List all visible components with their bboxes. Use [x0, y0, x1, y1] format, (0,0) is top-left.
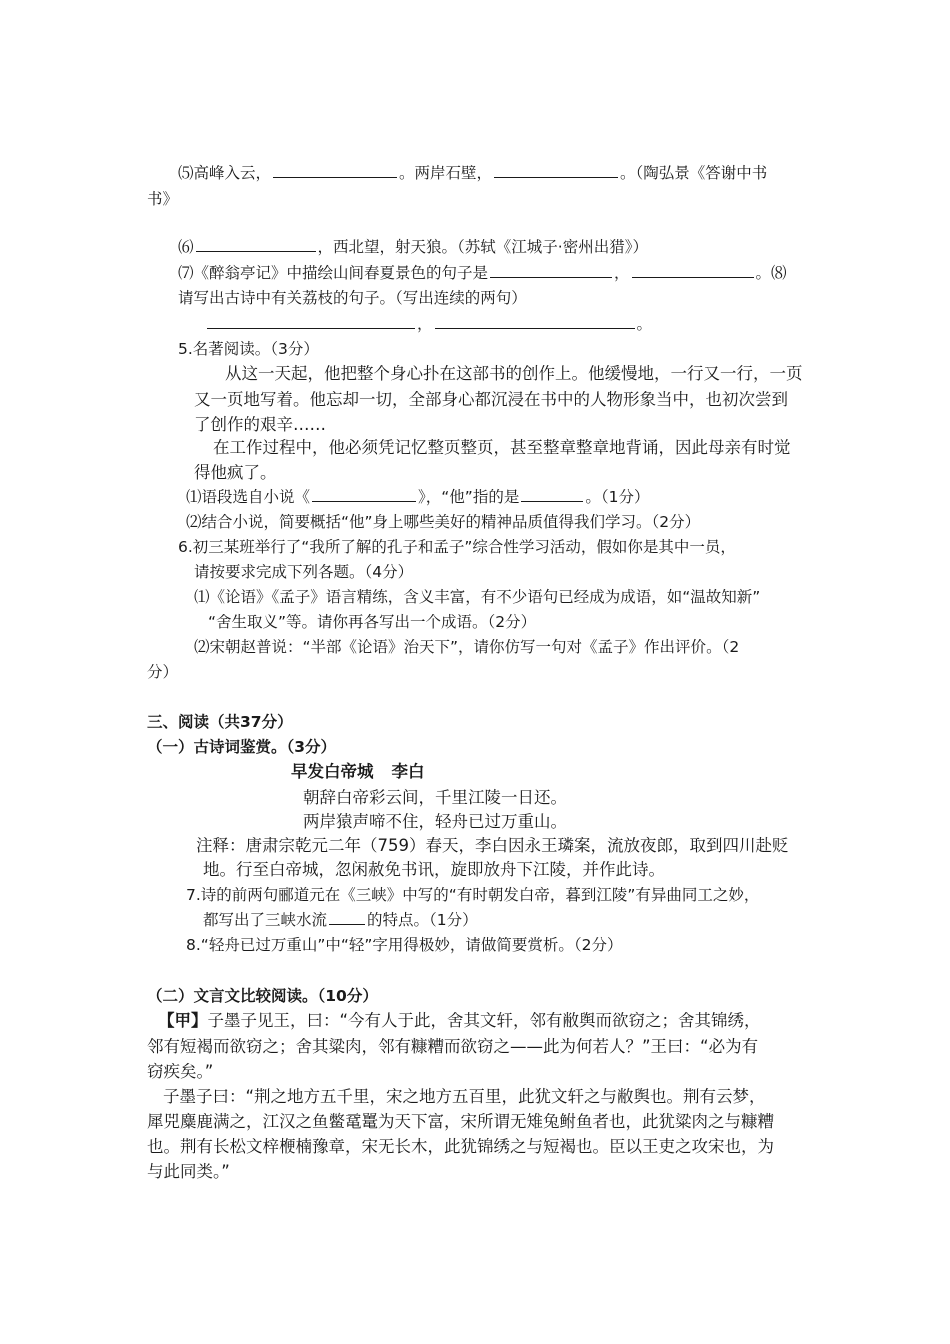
q7-text: ⑺《醉翁亭记》中描绘山间春夏景色的句子是	[178, 264, 489, 282]
q7-line	[178, 262, 787, 284]
mingzhu-p1-line1: 从这一天起，他把整个身心扑在这部书的创作上。他缓慢地，一行又一行，一页	[225, 364, 803, 383]
jia-line2: 邻有短褐而欲窃之；舍其粱肉，邻有糠糟而欲窃之——此为何若人？”王曰：“必为有	[147, 1037, 759, 1056]
q7-blank-1[interactable]	[490, 263, 612, 278]
jia-label: 【甲】	[158, 1011, 208, 1030]
mingzhu-q2: ⑵结合小说，简要概括“他”身上哪些美好的精神品质值得我们学习。（2分）	[186, 513, 701, 531]
q6-blank[interactable]	[196, 237, 316, 252]
mz-q1-blank-1[interactable]	[312, 487, 416, 502]
poem-author: 李白	[391, 762, 425, 781]
q6-sub2-line2: 分）	[147, 663, 179, 681]
poem-line2: 两岸猿声啼不住，轻舟已过万重山。	[303, 812, 567, 831]
q7-title-line2	[203, 909, 478, 931]
q6-line	[178, 236, 648, 258]
q8-end: 。	[636, 315, 653, 333]
poem-note-line1: 注释：唐肃宗乾元二年（759）春天，李白因永王璘案，流放夜郎，取到四川赴贬	[196, 836, 789, 855]
q8-line: 请写出古诗中有关荔枝的句子。（写出连续的两句）	[178, 289, 527, 307]
jia-line4: 子墨子曰：“荆之地方五千里，宋之地方五百里，此犹文轩之与敝舆也。荆有云梦，	[163, 1087, 766, 1106]
q6-title-line1: 6.初三某班举行了“我所了解的孔子和孟子”综合性学习活动，假如你是其中一员，	[178, 538, 736, 556]
q5-blank-2[interactable]	[494, 163, 618, 178]
q6-sub2-line1: ⑵宋朝赵普说：“半部《论语》治天下”，请你仿写一句对《孟子》作出评价。（2	[194, 638, 740, 656]
mingzhu-p1-line3: 了创作的艰辛……	[194, 415, 326, 434]
mingzhu-p1-line2: 又一页地写着。他忘却一切，全部身心都沉浸在书中的人物形象当中，也初次尝到	[194, 390, 788, 409]
q5-text-c: 。（陶弘景《答谢中书	[620, 164, 768, 182]
jia-line1	[158, 1010, 761, 1032]
q8-answer-line	[205, 313, 652, 335]
mz-q1-text-b: 》，“他”指的是	[418, 488, 520, 506]
q5-line2: 书》	[147, 190, 179, 208]
section3-sub1: （一）古诗词鉴赏。（3分）	[147, 738, 337, 756]
q6-sub1-line1: ⑴《论语》《孟子》语言精练，含义丰富，有不少语句已经成为成语，如“温故知新”	[194, 588, 761, 606]
q7-sep: ，	[614, 264, 630, 282]
q5-line1	[178, 162, 767, 184]
q5-text-a: ⑸高峰入云，	[178, 164, 272, 182]
jia-line6: 也。荆有长松文梓楩楠豫章，宋无长木，此犹锦绣之与短褐也。臣以王吏之攻宋也，为	[147, 1137, 774, 1156]
mz-q1-text-a: ⑴语段选自小说《	[186, 488, 311, 506]
q7-title-line1: 7.诗的前两句郦道元在《三峡》中写的“有时朝发白帝，暮到江陵”有异曲同工之妙，	[186, 886, 760, 904]
q6-num: ⑹	[178, 238, 194, 256]
q8-blank-1[interactable]	[207, 314, 415, 329]
mingzhu-p2-line1: 在工作过程中，他必须凭记忆整页整页，甚至整章整章地背诵，因此母亲有时觉	[213, 438, 791, 457]
jia-line3: 窃疾矣。”	[147, 1062, 214, 1081]
q7-text-b: 的特点。（1分）	[367, 911, 478, 929]
q8-blank-2[interactable]	[435, 314, 635, 329]
mingzhu-title: 5.名著阅读。（3分）	[178, 340, 319, 358]
q6-sub1-line2: “舍生取义”等。请你再各写出一个成语。（2分）	[208, 613, 537, 631]
q8-sep: ，	[417, 315, 433, 333]
q6-title-line2: 请按要求完成下列各题。（4分）	[194, 563, 414, 581]
q7-end: 。⑻	[755, 264, 787, 282]
jia-line5: 犀兕麋鹿满之，江汉之鱼鳖鼋鼍为天下富，宋所谓无雉兔鲋鱼者也，此犹粱肉之与糠糟	[147, 1112, 774, 1131]
poem-title-line	[291, 761, 425, 783]
mz-q1-blank-2[interactable]	[521, 487, 583, 502]
mingzhu-q1	[186, 486, 649, 508]
jia-text-1: 子墨子见王，曰：“今有人于此，舍其文轩，邻有敝舆而欲窃之；舍其锦绣，	[207, 1011, 761, 1030]
q7-text-a: 都写出了三峡水流	[203, 911, 328, 929]
poem-title: 早发白帝城	[291, 762, 374, 781]
q5-blank-1[interactable]	[273, 163, 397, 178]
mingzhu-p2-line2: 得他疯了。	[194, 463, 277, 482]
q5-text-b: 。两岸石壁，	[399, 164, 493, 182]
q7-blank[interactable]	[329, 910, 365, 925]
mz-q1-text-c: 。（1分）	[585, 488, 650, 506]
jia-line7: 与此同类。”	[147, 1162, 230, 1181]
poem-line1: 朝辞白帝彩云间，千里江陵一日还。	[303, 788, 567, 807]
section3-heading: 三、阅读（共37分）	[147, 713, 293, 731]
q6-text: ，西北望，射天狼。（苏轼《江城子·密州出猎》）	[317, 238, 648, 256]
poem-note-line2: 地。行至白帝城，忽闲赦免书讯，旋即放舟下江陵，并作此诗。	[203, 860, 665, 879]
section3-sub2: （二）文言文比较阅读。（10分）	[147, 987, 378, 1005]
q8-title: 8.“轻舟已过万重山”中“轻”字用得极妙，请做简要赏析。（2分）	[186, 936, 623, 954]
q7-blank-2[interactable]	[632, 263, 754, 278]
